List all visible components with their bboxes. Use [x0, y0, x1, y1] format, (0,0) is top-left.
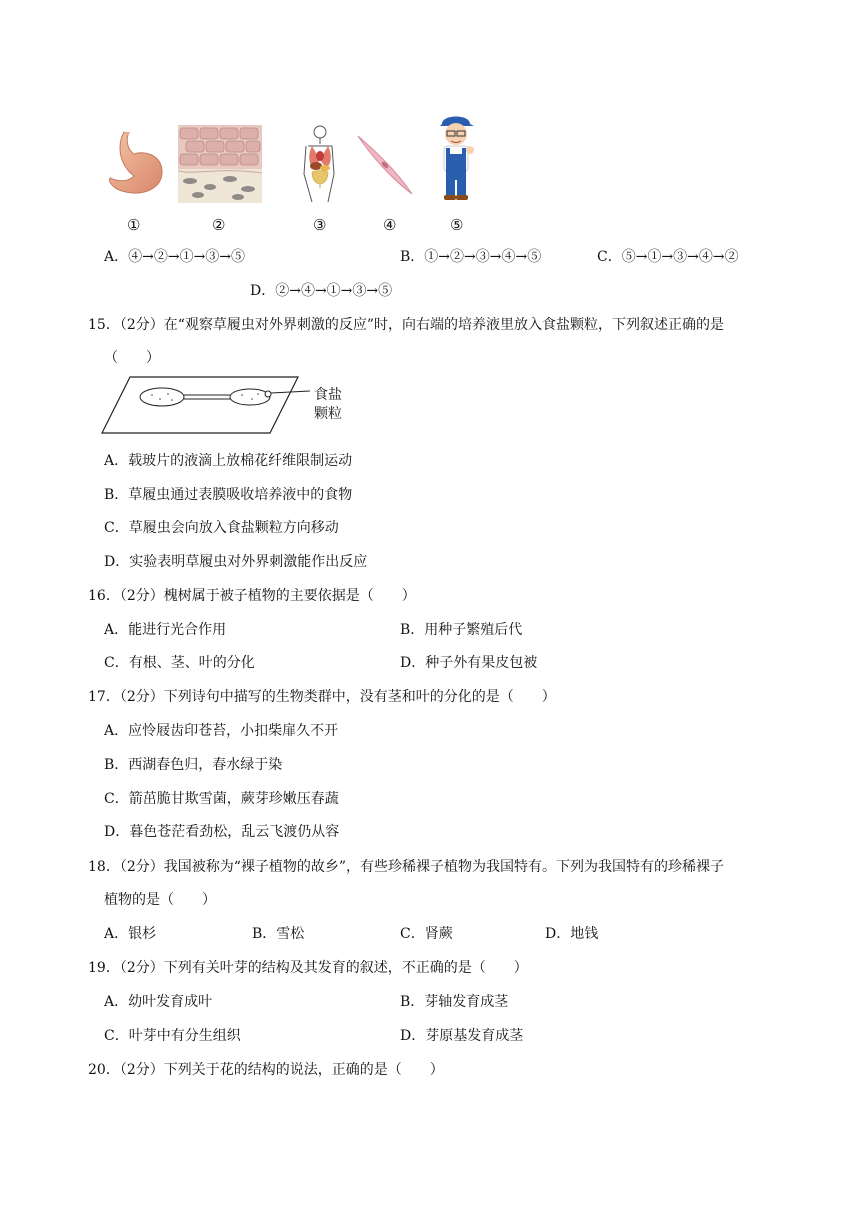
figure-muscle-cell: [356, 134, 414, 196]
q15-option-a: A．载玻片的液滴上放棉花纤维限制运动: [104, 453, 353, 469]
q16-option-b: B．用种子繁殖后代: [400, 622, 523, 638]
figure-label-salt-line2: 颗粒: [314, 406, 342, 422]
figure-label-5: ⑤: [450, 216, 464, 234]
figure-slide: [100, 375, 310, 437]
q18-option-d: D．地钱: [545, 926, 599, 942]
q18-stem-line2: 植物的是（ ）: [104, 892, 216, 908]
q15-option-b: B．草履虫通过表膜吸收培养液中的食物: [104, 487, 353, 503]
figure-human-organs: [298, 124, 342, 204]
figure-label-2: ②: [212, 216, 226, 234]
q15-stem: 15．（2分）在“观察草履虫对外界刺激的反应”时，向右端的培养液里放入食盐颗粒，下列叙述正确的是: [88, 317, 725, 333]
q19-stem: 19．（2分）下列有关叶芽的结构及其发育的叙述，不正确的是（ ）: [88, 960, 528, 976]
q14-option-a: A．④→②→①→③→⑤: [104, 249, 246, 265]
figure-label-4: ④: [383, 216, 397, 234]
q18-option-b: B．雪松: [252, 926, 305, 942]
q17-option-d: D．暮色苍茫看劲松，乱云飞渡仍从容: [104, 824, 340, 840]
figure-label-salt-line1: 食盐: [314, 387, 342, 403]
q16-option-a: A．能进行光合作用: [104, 622, 227, 638]
q15-option-d: D．实验表明草履虫对外界刺激能作出反应: [104, 554, 368, 570]
q18-stem: 18．（2分）我国被称为“裸子植物的故乡”，有些珍稀裸子植物为我国特有。下列为我国特有的珍稀裸子: [88, 859, 725, 875]
figure-label-3: ③: [313, 216, 327, 234]
q20-stem: 20．（2分）下列关于花的结构的说法，正确的是（ ）: [88, 1062, 444, 1078]
q14-option-d: D．②→④→①→③→⑤: [250, 283, 393, 299]
q17-option-c: C．箭茁脆甘欺雪菌，蕨芽珍嫩压春蔬: [104, 791, 339, 807]
q16-stem: 16．（2分）槐树属于被子植物的主要依据是（ ）: [88, 588, 416, 604]
q17-option-a: A．应怜屐齿印苍苔，小扣柴扉久不开: [104, 723, 339, 739]
figure-person: [434, 110, 478, 202]
q19-option-a: A．幼叶发育成叶: [104, 994, 213, 1010]
q18-option-c: C．肾蕨: [400, 926, 453, 942]
q19-option-c: C．叶芽中有分生组织: [104, 1028, 241, 1044]
figure-stomach: [104, 130, 166, 198]
q14-option-c: C．⑤→①→③→④→②: [597, 249, 739, 265]
q17-stem: 17．（2分）下列诗句中描写的生物类群中，没有茎和叶的分化的是（ ）: [88, 689, 556, 705]
figure-tissue: [178, 125, 262, 203]
q15-stem-blank: （ ）: [104, 350, 160, 366]
q17-option-b: B．西湖春色归，春水绿于染: [104, 757, 283, 773]
q19-option-b: B．芽轴发育成茎: [400, 994, 509, 1010]
q18-option-a: A．银杉: [104, 926, 157, 942]
q16-option-d: D．种子外有果皮包被: [400, 655, 538, 671]
figure-label-1: ①: [127, 216, 141, 234]
q15-option-c: C．草履虫会向放入食盐颗粒方向移动: [104, 520, 339, 536]
q19-option-d: D．芽原基发育成茎: [400, 1028, 524, 1044]
q14-option-b: B．①→②→③→④→⑤: [400, 249, 542, 265]
q16-option-c: C．有根、茎、叶的分化: [104, 655, 255, 671]
